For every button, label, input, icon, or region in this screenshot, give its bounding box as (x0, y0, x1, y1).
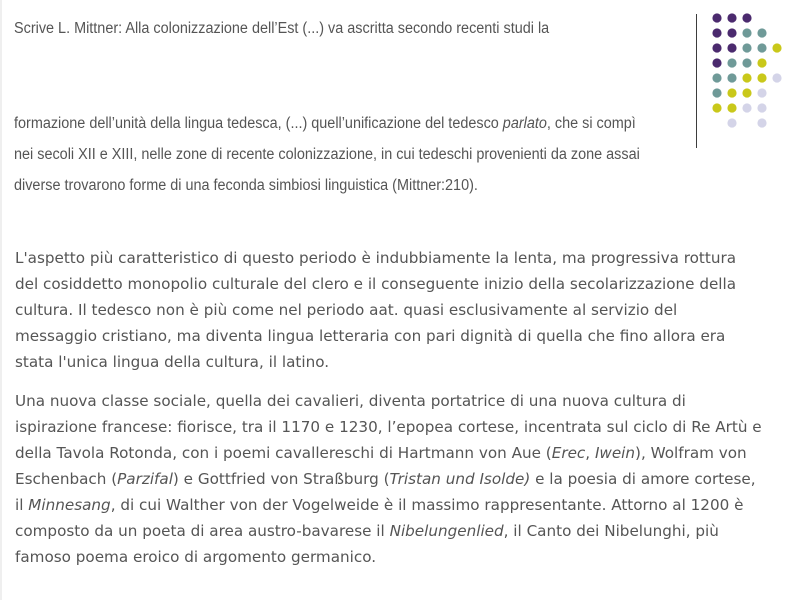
paragraph-1-line: L'aspetto più caratteristico di questo periodo è indubbiamente la lenta, ma progressiva rottura (15, 249, 737, 267)
decorative-dot (712, 58, 721, 67)
decorative-dot (772, 43, 781, 52)
decorative-dot (727, 13, 736, 22)
quote-line-3: nei secoli XII e XIII, nelle zone di recente colonizzazione, in cui tedeschi provenienti da zone assai (14, 146, 640, 163)
title-nibelungenlied: Nibelungenlied (389, 522, 504, 540)
decorative-dot (727, 88, 736, 97)
decorative-dot (727, 73, 736, 82)
decorative-dot (757, 73, 766, 82)
decorative-dot (712, 103, 721, 112)
title-parzifal: Parzifal (117, 470, 173, 488)
decorative-dot (712, 88, 721, 97)
decorative-dot (772, 73, 781, 82)
quote-line-2: formazione dell’unità della lingua tedesca, (...) quell’unificazione del tedesco parlato, che si compì (14, 115, 636, 132)
title-iwein: Iwein (594, 444, 636, 462)
decorative-dot (727, 58, 736, 67)
decorative-dot (727, 43, 736, 52)
decorative-dot (742, 43, 751, 52)
decorative-dot (757, 118, 766, 127)
paragraph-2-line: famoso poema eroico di argomento germanico. (15, 548, 377, 566)
decorative-dot-grid (0, 0, 800, 160)
decorative-dot (712, 13, 721, 22)
decorative-dot (727, 28, 736, 37)
paragraph-2-line: il Minnesang, di cui Walther von der Vogelweide è il massimo rappresentante. Attorno al 1200 è (15, 496, 744, 514)
paragraph-1-line: del cosiddetto monopolio culturale del clero e il conseguente inizio della secolarizzazione della (15, 275, 737, 293)
paragraph-2-line: Eschenbach (Parzifal) e Gottfried von Straßburg (Tristan und Isolde) e la poesia di amore cortese, (15, 470, 756, 488)
paragraph-2-line: della Tavola Rotonda, con i poemi cavallereschi di Hartmann von Aue (Erec, Iwein), Wolfram von (15, 444, 747, 462)
decorative-dot (742, 88, 751, 97)
paragraph-2-line: composto da un poeta di area austro-bavarese il Nibelungenlied, il Canto dei Nibelunghi, più (15, 522, 719, 540)
paragraph-2-line: Una nuova classe sociale, quella dei cavalieri, diventa portatrice di una nuova cultura di (15, 392, 686, 410)
decorative-dot (757, 103, 766, 112)
paragraph-1-line: stata l'unica lingua della cultura, il latino. (15, 353, 330, 371)
decorative-dot (742, 13, 751, 22)
paragraph-1-line: messaggio cristiano, ma diventa lingua letteraria con pari dignità di quella che fino allora era (15, 327, 726, 345)
term-minnesang: Minnesang (28, 496, 111, 514)
decorative-dot (742, 28, 751, 37)
decorative-dot (757, 43, 766, 52)
decorative-dot (757, 58, 766, 67)
paragraph-1 (15, 245, 795, 375)
decorative-dot (742, 58, 751, 67)
decorative-dot (742, 73, 751, 82)
paragraph-1-line: cultura. Il tedesco non è più come nel periodo aat. quasi esclusivamente al servizio del (15, 301, 678, 319)
decorative-dot (727, 118, 736, 127)
paragraph-2-line: ispirazione francese: fiorisce, tra il 1170 e 1230, l’epopea cortese, incentrata sul ciclo di Re Artù e (15, 418, 762, 436)
paragraph-2 (15, 388, 795, 570)
decorative-dot (712, 28, 721, 37)
title-erec: Erec (551, 444, 586, 462)
decorative-dot (712, 73, 721, 82)
decorative-dot (757, 88, 766, 97)
quote-line-4: diverse trovarono forme di una feconda simbiosi linguistica (Mittner:210). (14, 177, 478, 194)
decorative-dot (727, 103, 736, 112)
decorative-dot (742, 103, 751, 112)
decorative-dot (712, 43, 721, 52)
decorative-dot (757, 28, 766, 37)
title-tristan: Tristan und Isolde) (389, 470, 531, 488)
quote-line-1: Scrive L. Mittner: Alla colonizzazione dell’Est (...) va ascritta secondo recenti studi la (14, 20, 550, 37)
